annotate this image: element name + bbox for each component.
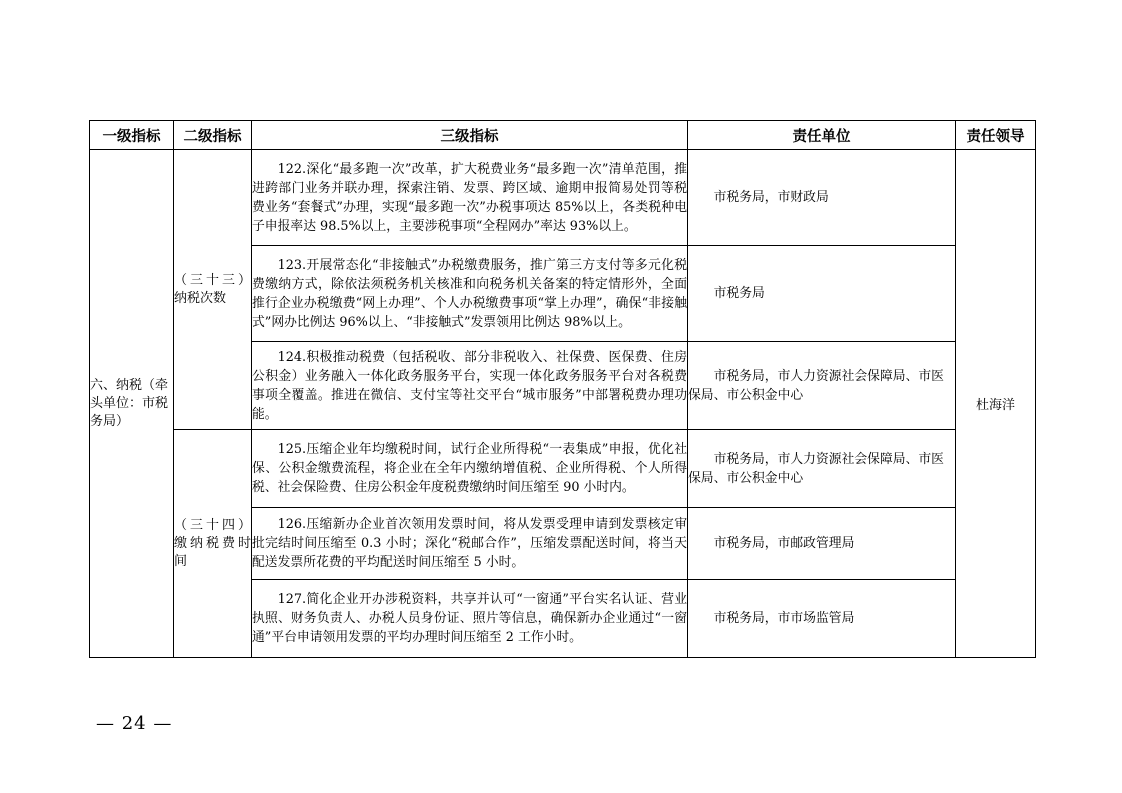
responsible-unit: 市税务局 [688,246,956,342]
table-header-row [90,121,1036,150]
responsible-unit: 市税务局，市市场监管局 [688,580,956,658]
indicator-table [89,120,1036,658]
responsible-unit: 市税务局，市人力资源社会保障局、市医保局、市公积金中心 [688,430,956,508]
responsible-leader: 杜海洋 [956,150,1036,658]
header-level2: 二级指标 [174,121,252,150]
table-row [90,430,1036,508]
table-row [90,150,1036,246]
level2-indicator: （三十四）缴纳税费时间 [174,430,252,658]
level3-indicator: 122.深化“最多跑一次”改革，扩大税费业务“最多跑一次”清单范围，推进跨部门业务并联办理，探索注销、发票、跨区域、逾期申报简易处罚等税费业务“套餐式”办理，实现“最多跑一次”办税事项达 85%以上，各类税种电子申报率达 98.5%以上，主要涉税事项“全程网办”率达 93%以上。 [252,150,688,246]
header-leader: 责任领导 [956,121,1036,150]
level1-indicator: 六、纳税（牵头单位：市税务局） [90,150,174,658]
level3-indicator: 126.压缩新办企业首次领用发票时间，将从发票受理申请到发票核定审批完结时间压缩至 0.3 小时；深化“税邮合作”，压缩发票配送时间，将当天配送发票所花费的平均配送时间压缩至 5 小时。 [252,508,688,580]
responsible-unit: 市税务局，市邮政管理局 [688,508,956,580]
responsible-unit: 市税务局，市人力资源社会保障局、市医保局、市公积金中心 [688,342,956,430]
level3-indicator: 127.简化企业开办涉税资料，共享并认可“一窗通”平台实名认证、营业执照、财务负责人、办税人员身份证、照片等信息，确保新办企业通过“一窗通”平台申请领用发票的平均办理时间压缩至 2 工作小时。 [252,580,688,658]
header-level1: 一级指标 [90,121,174,150]
level3-indicator: 124.积极推动税费（包括税收、部分非税收入、社保费、医保费、住房公积金）业务融入一体化政务服务平台，实现一体化政务服务平台对各税费事项全覆盖。推进在微信、支付宝等社交平台“城市服务”中部署税费办理功能。 [252,342,688,430]
level2-indicator: （三十三）纳税次数 [174,150,252,430]
header-unit: 责任单位 [688,121,956,150]
responsible-unit: 市税务局，市财政局 [688,150,956,246]
level3-indicator: 123.开展常态化“非接触式”办税缴费服务，推广第三方支付等多元化税费缴纳方式，除依法须税务机关核准和向税务机关备案的特定情形外，全面推行企业办税缴费“网上办理”、个人办税缴费事项“掌上办理”，确保“非接触式”网办比例达 96%以上、“非接触式”发票领用比例达 98%以上。 [252,246,688,342]
header-level3: 三级指标 [252,121,688,150]
level3-indicator: 125.压缩企业年均缴税时间，试行企业所得税“一表集成”申报，优化社保、公积金缴费流程，将企业在全年内缴纳增值税、企业所得税、个人所得税、社会保险费、住房公积金年度税费缴纳时间压缩至 90 小时内。 [252,430,688,508]
page-number: — 24 — [96,713,173,734]
